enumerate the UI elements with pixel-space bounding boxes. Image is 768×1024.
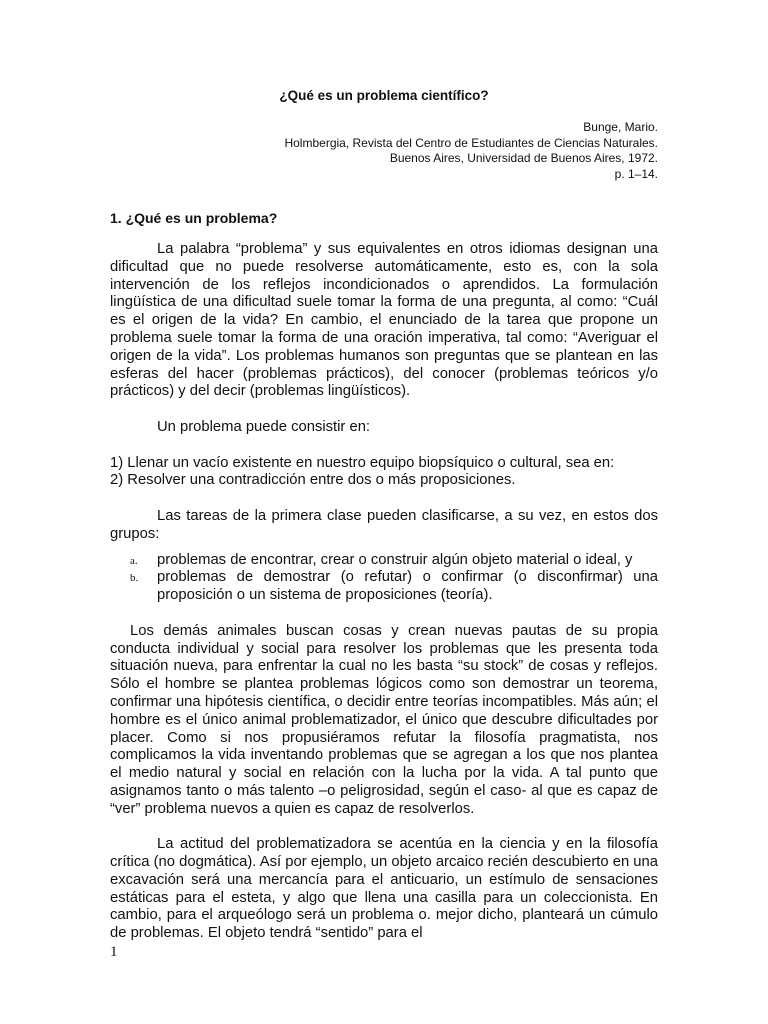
citation-block: [110, 120, 658, 182]
list-item-text: problemas de demostrar (o refutar) o confirmar (o disconfirmar) una proposición o un sistema de proposiciones (teoría).: [157, 569, 658, 604]
paragraph: Las tareas de la primera clase pueden clasificarse, a su vez, en estos dos grupos:: [110, 507, 658, 542]
numbered-item: 1) Llenar un vacío existente en nuestro equipo biopsíquico o cultural, sea en:: [110, 454, 615, 471]
section-heading: 1. ¿Qué es un problema?: [110, 210, 278, 226]
citation-publisher: Buenos Aires, Universidad de Buenos Aires, 1972.: [389, 151, 658, 165]
list-marker: a.: [130, 554, 138, 567]
list-item-text: problemas de encontrar, crear o construir algún objeto material o ideal, y: [157, 551, 633, 568]
list-item: [110, 552, 658, 570]
lettered-list: [110, 552, 658, 605]
list-item: [110, 569, 658, 605]
page-number: 1: [110, 944, 118, 960]
list-marker: b.: [130, 572, 139, 585]
citation-pages: p. 1–14.: [614, 166, 658, 181]
paragraph: Los demás animales buscan cosas y crean nuevas pautas de su propia conducta individual y social para resolver los problemas que les presenta toda situación nueva, para enfrentar la cual no les basta “su stock” de cosas y reflejos. Sólo el hombre se plantea problemas lógicos como son demostrar un teorema, confirmar una hipótesis científica, o decidir entre teorías incompatibles. Más aún; el hombre es el único animal problematizador, el único que descubre dificultades por placer. Como si nos propusiéramos refutar la filosofía pragmatista, nos complicamos la vida inventando problemas que se agregan a los que nos plantea el medio natural y social en relación con la lucha por la vida. A tal punto que asignamos tanto o más talento –o peligrosidad, según el caso- al que es capaz de “ver” problema nuevos a quien es capaz de resolverlos.: [110, 622, 658, 817]
paragraph: La actitud del problematizadora se acentúa en la ciencia y en la filosofía crítica (no dogmática). Así por ejemplo, un objeto arcaico recién descubierto en una excavación será una mercancía para el anticuario, un estímulo de sensaciones estáticas para el esteta, y algo que llena una casilla para un coleccionista. En cambio, para el arqueólogo será un problema o. mejor dicho, planteará un cúmulo de problemas. El objeto tendrá “sentido” para el: [110, 836, 658, 942]
paragraph: Un problema puede consistir en:: [157, 418, 371, 435]
numbered-item: 2) Resolver una contradicción entre dos o más proposiciones.: [110, 472, 516, 489]
document-title: ¿Qué es un problema científico?: [279, 88, 489, 103]
citation-journal: Holmbergia, Revista del Centro de Estudiantes de Ciencias Naturales.: [284, 135, 658, 150]
body-text: [110, 241, 658, 943]
paragraph: La palabra “problema” y sus equivalentes en otros idiomas designan una dificultad que no puede resolverse automáticamente, esto es, con la sola intervención de los reflejos incondicionados o aprendidos. La formulación lingüística de una dificultad suele tomar la forma de una pregunta, al como: “Cuál es el origen de la vida? En cambio, el enunciado de la tarea que propone un problema suele tomar la forma de una oración imperativa, tal como: “Averiguar el origen de la vida”. Los problemas humanos son preguntas que se plantean en las esferas del hacer (problemas prácticos), del conocer (problemas teóricos y/o prácticos) y del decir (problemas lingüísticos).: [110, 241, 658, 400]
citation-author: Bunge, Mario.: [583, 120, 658, 134]
